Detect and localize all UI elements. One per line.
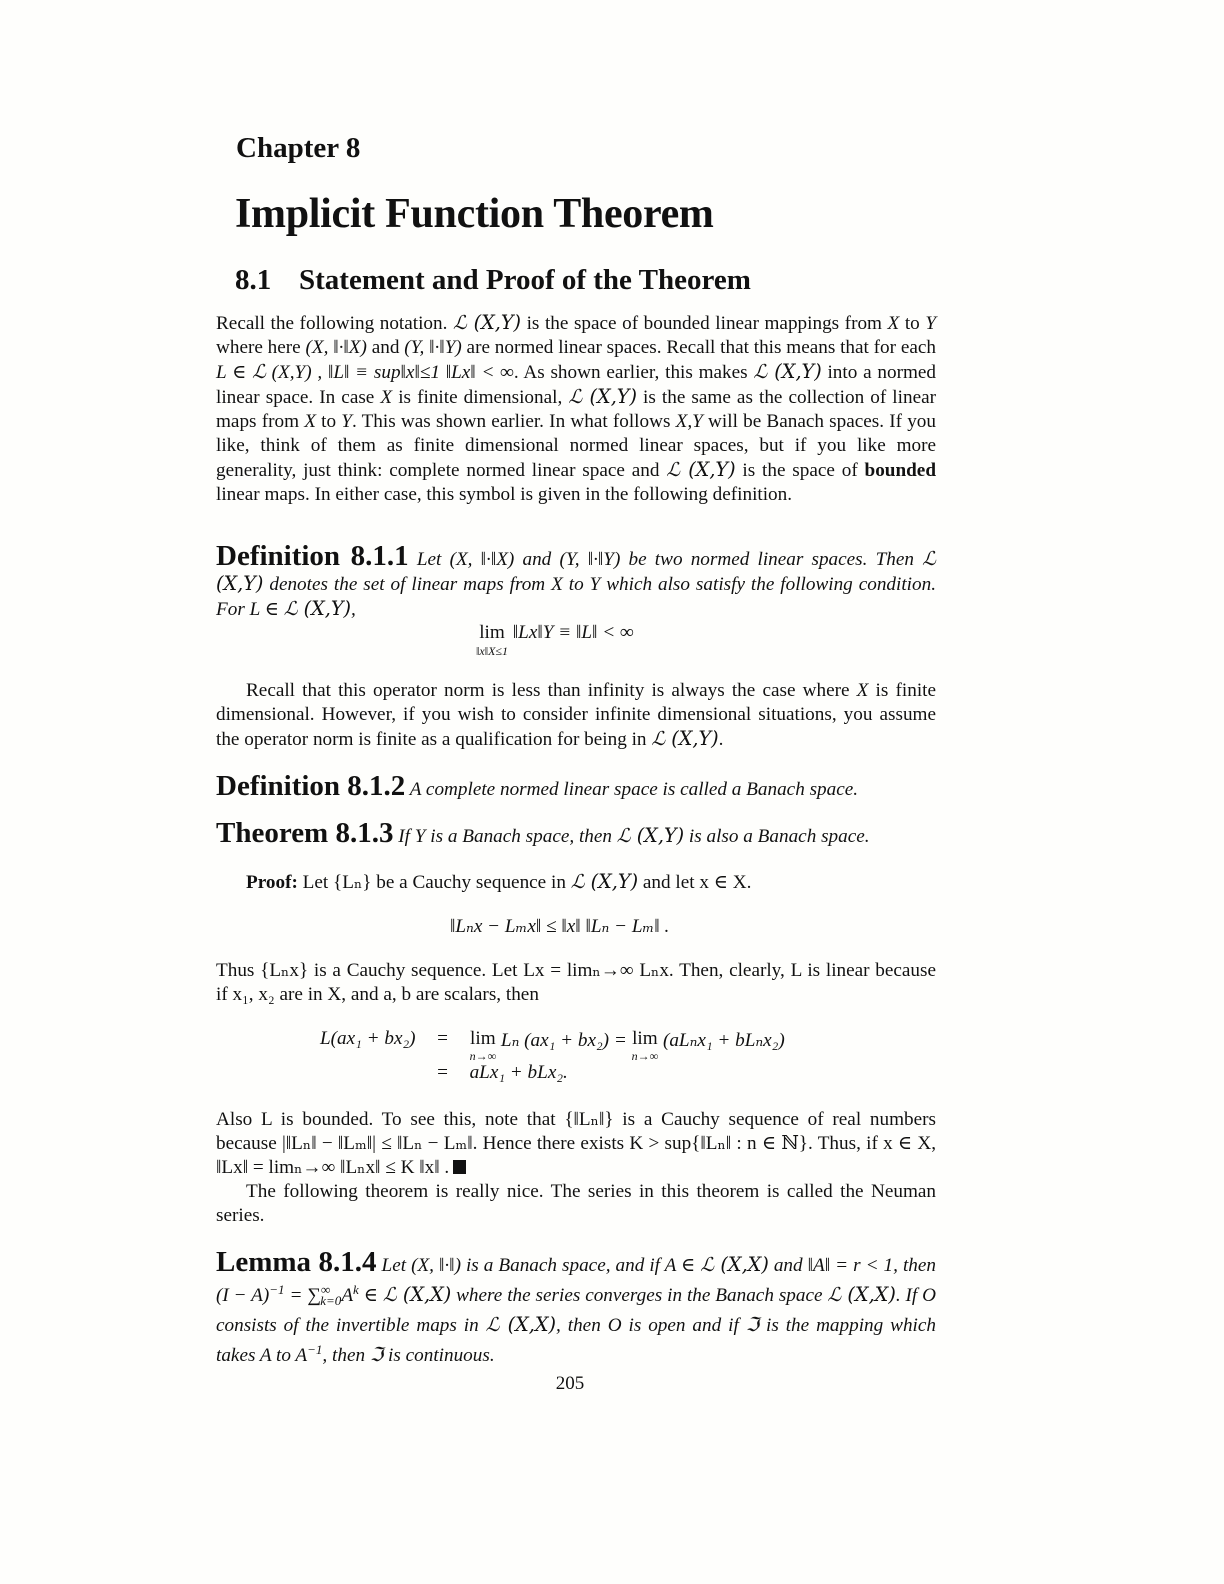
text: is the space of bbox=[735, 460, 865, 481]
text: and ‖A‖ = r < 1, then (I − A) bbox=[216, 1255, 937, 1306]
text: and bbox=[366, 337, 405, 358]
definition-heading: Definition 8.1.1 bbox=[216, 540, 409, 572]
text: , then ℑ is continuous. bbox=[322, 1345, 495, 1366]
text: to bbox=[899, 313, 926, 334]
text: to bbox=[315, 411, 342, 432]
equation-relation: = bbox=[437, 1062, 448, 1083]
math-LXY: ℒ (X,Y) bbox=[616, 824, 685, 847]
superscript: ∞ bbox=[320, 1282, 331, 1297]
text: . If O consists of the invertible maps in bbox=[216, 1285, 936, 1336]
equation-rhs-1 bbox=[470, 1028, 785, 1062]
lim-text: lim bbox=[470, 1028, 496, 1049]
math-LXY: ℒ (X,Y) bbox=[570, 870, 639, 893]
lim-text: lim bbox=[479, 622, 505, 643]
lemma-8-1-4 bbox=[216, 1246, 937, 1368]
text: is the space of bounded linear mappings from bbox=[521, 313, 888, 334]
equation-row bbox=[320, 1062, 785, 1094]
math-Y: Y bbox=[925, 313, 936, 334]
display-equation-cauchy: ‖Lₙx − Lₘx‖ ≤ ‖x‖ ‖Lₙ − Lₘ‖ . bbox=[450, 916, 670, 937]
text: is also a Banach space. bbox=[684, 826, 870, 847]
text: and let x ∈ X. bbox=[638, 872, 752, 893]
math-LXY: ℒ (X,Y) bbox=[452, 311, 522, 334]
math-LXY: ℒ (X,Y) bbox=[666, 458, 736, 481]
text: (aLₙx₁ + bLₙx₂) bbox=[662, 1030, 785, 1051]
definition-8-1-2 bbox=[216, 770, 936, 802]
math-LXX: ℒ (X,X) bbox=[700, 1253, 769, 1276]
lim-subscript: n→∞ bbox=[631, 1049, 659, 1063]
superscript: −1 bbox=[269, 1282, 285, 1297]
proof-label: Proof: bbox=[246, 872, 298, 893]
lim-subscript: n→∞ bbox=[469, 1049, 497, 1063]
section-heading bbox=[235, 264, 751, 297]
proof-paragraph-3 bbox=[216, 1108, 936, 1228]
proof-paragraph-2 bbox=[216, 959, 936, 1007]
qed-square-icon bbox=[453, 1160, 466, 1174]
text: A bbox=[341, 1285, 354, 1306]
text: If Y is a Banach space, then bbox=[398, 826, 617, 847]
equation-lhs: L(ax₁ + bx₂) bbox=[320, 1028, 416, 1049]
equation-rhs: ‖Lx‖Y ≡ ‖L‖ < ∞ bbox=[512, 622, 634, 643]
definition-heading: Definition 8.1.2 bbox=[216, 770, 406, 802]
math-in: ∈ bbox=[264, 599, 284, 620]
math-normY: (Y, ‖·‖Y) bbox=[559, 549, 621, 570]
lim-subscript: ‖x‖X≤1 bbox=[476, 644, 508, 658]
math-LXY: ℒ (X,Y) bbox=[651, 727, 719, 750]
math-X: X bbox=[304, 411, 316, 432]
lim-text: lim bbox=[632, 1028, 658, 1049]
chapter-label: Chapter 8 bbox=[236, 132, 361, 164]
math-normY: (Y, ‖·‖Y) bbox=[404, 337, 462, 358]
text: ∈ bbox=[358, 1285, 383, 1306]
text: . bbox=[718, 729, 724, 750]
neuman-paragraph: The following theorem is really nice. The series in this theorem is called the Neuman series. bbox=[216, 1181, 936, 1226]
math-X: X bbox=[856, 680, 869, 701]
section-number: 8.1 bbox=[235, 264, 272, 296]
text: Let bbox=[416, 549, 450, 570]
math-XY: X,Y bbox=[675, 411, 703, 432]
subscript: k=0 bbox=[320, 1293, 342, 1308]
math-LXY: ℒ (X,Y) bbox=[568, 385, 637, 408]
lim-operator bbox=[476, 621, 508, 657]
theorem-heading: Theorem 8.1.3 bbox=[216, 817, 394, 849]
lemma-heading: Lemma 8.1.4 bbox=[216, 1246, 377, 1278]
text: where here bbox=[216, 337, 306, 358]
text: , bbox=[351, 599, 356, 620]
definition-statement: A complete normed linear space is called a Banach space. bbox=[409, 779, 859, 800]
text: = ∑ bbox=[284, 1285, 321, 1306]
aligned-equations bbox=[320, 1028, 785, 1094]
lim-operator bbox=[470, 1028, 497, 1062]
text: be two normed linear spaces. Then bbox=[620, 549, 923, 570]
math-LXY: ℒ (X,Y) bbox=[283, 597, 352, 620]
text: is the same as the collection of linear maps from bbox=[216, 387, 936, 432]
text: will be Banach spaces. If you like, think of them as finite dimensional normed linear spaces, but if you like more generality, just think: complete normed linear space and bbox=[216, 411, 936, 481]
proof-first-line bbox=[216, 870, 936, 895]
definition-8-1-1 bbox=[216, 540, 936, 622]
text: linear maps. In either case, this symbol is given in the following definition. bbox=[216, 484, 793, 505]
remark-paragraph bbox=[216, 679, 936, 752]
text: Let {Lₙ} be a Cauchy sequence in bbox=[297, 872, 571, 893]
text: is finite dimensional. However, if you wish to consider infinite dimensional situations, you assume the operator norm is finite as a qualification for being in bbox=[216, 680, 936, 750]
math-LXY: ℒ (X,Y) bbox=[753, 360, 822, 383]
text: . This was shown earlier. In what follows bbox=[351, 411, 676, 432]
superscript: k bbox=[353, 1282, 359, 1297]
text: denotes the set of linear maps from X to Y which also satisfy the following condition. For L bbox=[216, 574, 936, 620]
text: where the series converges in the Banach space bbox=[451, 1285, 828, 1306]
math-normX: (X, ‖·‖X) bbox=[305, 337, 367, 358]
text: are normed linear spaces. Recall that this means that for each bbox=[461, 337, 936, 358]
math-LXX: ℒ (X,X) bbox=[485, 1313, 557, 1336]
text: Lₙ (ax₁ + bx₂) = bbox=[500, 1030, 627, 1051]
emphasis-bounded: bounded bbox=[864, 460, 936, 481]
text: Thus {Lₙx} is a Cauchy sequence. Let Lx = limₙ→∞ Lₙx. Then, clearly, L is linear because if x₁, x₂ are in X, and a, b are scalars, then bbox=[216, 960, 936, 1005]
intro-paragraph bbox=[216, 311, 936, 507]
text: Let (X, ‖·‖) is a Banach space, and if A ∈ bbox=[381, 1255, 701, 1276]
text: into a normed linear space. In case bbox=[216, 362, 936, 408]
equation-rhs-2: aLx₁ + bLx₂. bbox=[469, 1062, 568, 1083]
chapter-title: Implicit Function Theorem bbox=[235, 191, 714, 237]
math-normX: (X, ‖·‖X) bbox=[449, 549, 515, 570]
section-title: Statement and Proof of the Theorem bbox=[299, 264, 751, 296]
text: , then O is open and if ℑ is the mapping which takes A to A bbox=[216, 1315, 936, 1366]
lim-operator bbox=[632, 1028, 659, 1062]
superscript: −1 bbox=[307, 1342, 323, 1357]
math-operator-norm: L ∈ ℒ (X,Y) , ‖L‖ ≡ sup‖x‖≤1 ‖Lx‖ < ∞ bbox=[216, 362, 514, 383]
text: Recall the following notation. bbox=[216, 313, 453, 334]
equation-relation: = bbox=[437, 1028, 448, 1049]
display-equation-operator-norm bbox=[476, 621, 634, 657]
theorem-8-1-3 bbox=[216, 817, 936, 849]
math-X: X bbox=[887, 313, 900, 334]
math-LXY: ℒ (X,Y) bbox=[216, 547, 936, 595]
text: is finite dimensional, bbox=[392, 387, 569, 408]
text: Recall that this operator norm is less than infinity is always the case where bbox=[246, 680, 857, 701]
math-X: X bbox=[380, 387, 393, 408]
text: and bbox=[514, 549, 560, 570]
text: . As shown earlier, this makes bbox=[513, 362, 754, 383]
math-Y: Y bbox=[341, 411, 352, 432]
math-LXX: ℒ (X,X) bbox=[827, 1283, 896, 1306]
page-number: 205 bbox=[555, 1373, 585, 1394]
text: Also L is bounded. To see this, note that {‖Lₙ‖} is a Cauchy sequence of real numbers because |‖Lₙ‖ − ‖Lₘ‖| ≤ ‖Lₙ − Lₘ‖. Hence there exists K > sup{‖Lₙ‖ : n ∈ ℕ}. Thus, if x ∈ X, ‖Lx‖ = limₙ→∞ ‖Lₙx‖ ≤ K ‖x‖ . bbox=[216, 1109, 936, 1178]
equation-row bbox=[320, 1028, 785, 1062]
math-LXX: ℒ (X,X) bbox=[382, 1283, 452, 1306]
